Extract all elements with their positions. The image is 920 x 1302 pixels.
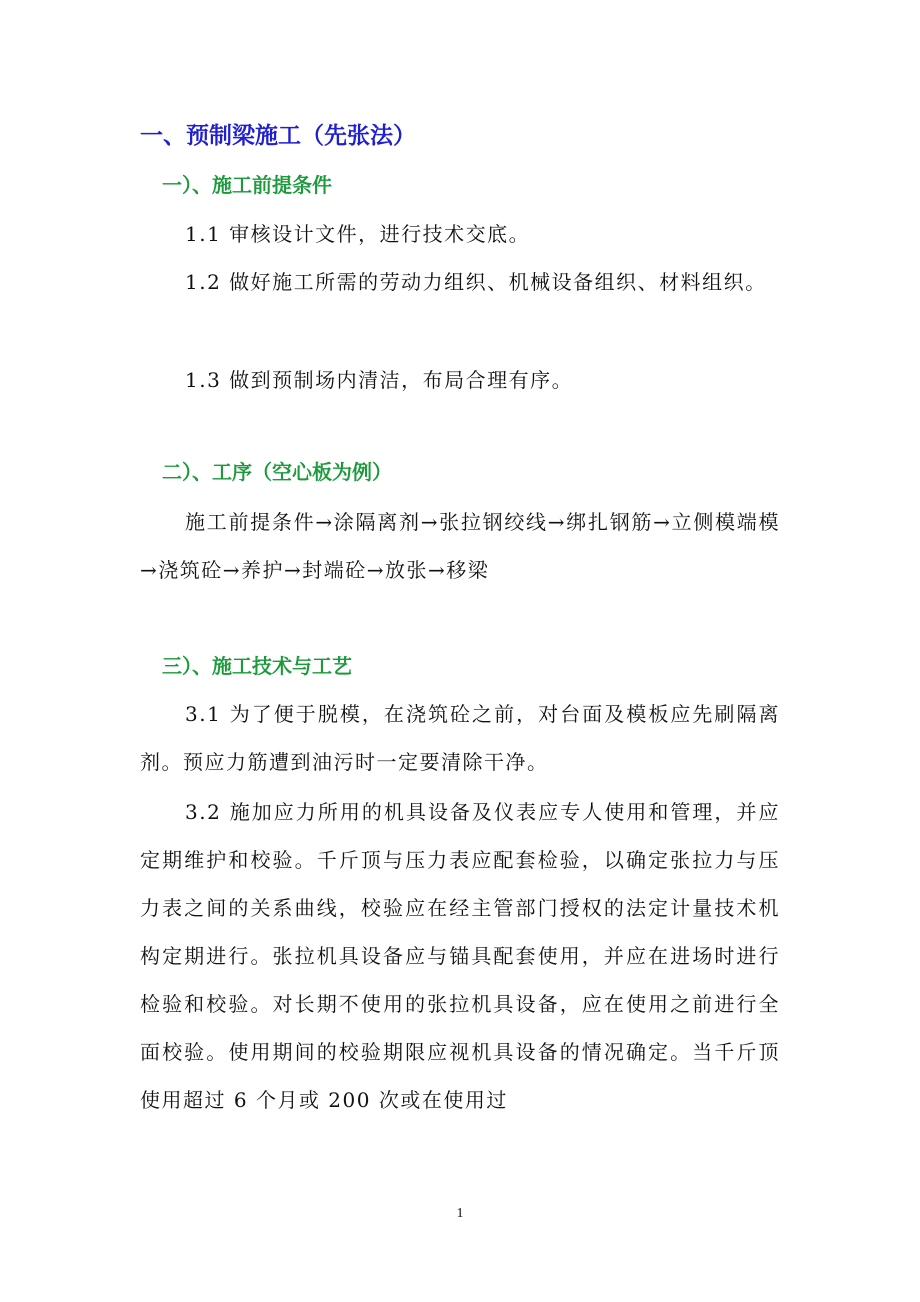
paragraph-2-1: 施工前提条件→涂隔离剂→张拉钢绞线→绑扎钢筋→立侧模端模→浇筑砼→养护→封端砼→放张→移梁 <box>140 510 780 582</box>
section-title-2: 二）、工序（空心板为例） <box>162 460 392 484</box>
main-heading: 一、预制梁施工（先张法） <box>140 123 416 149</box>
paragraph-1-3: 1.3 做到预制场内清洁，布局合理有序。 <box>185 368 574 392</box>
paragraph-1-2: 1.2 做好施工所需的劳动力组织、机械设备组织、材料组织。 <box>185 270 767 294</box>
section-title-1: 一）、施工前提条件 <box>162 173 332 197</box>
page-number: 1 <box>456 1206 464 1221</box>
section-title-3: 三）、施工技术与工艺 <box>162 654 352 678</box>
paragraph-3-1: 3.1 为了便于脱模，在浇筑砼之前，对台面及模板应先刷隔离剂。预应力筋遭到油污时一定要清除干净。 <box>140 702 780 774</box>
paragraph-3-2: 3.2 施加应力所用的机具设备及仪表应专人使用和管理，并应定期维护和校验。千斤顶与压力表应配套检验，以确定张拉力与压力表之间的关系曲线，校验应在经主管部门授权的法定计量技术机构定期进行。张拉机具设备应与锚具配套使用，并应在进场时进行检验和校验。对长期不使用的张拉机具设备，应在使用之前进行全面校验。使用期间的校验期限应视机具设备的情况确定。当千斤顶使用超过 6 个月或 200 次或在使用过 <box>140 800 780 1112</box>
paragraph-1-1: 1.1 审核设计文件，进行技术交底。 <box>185 222 531 246</box>
